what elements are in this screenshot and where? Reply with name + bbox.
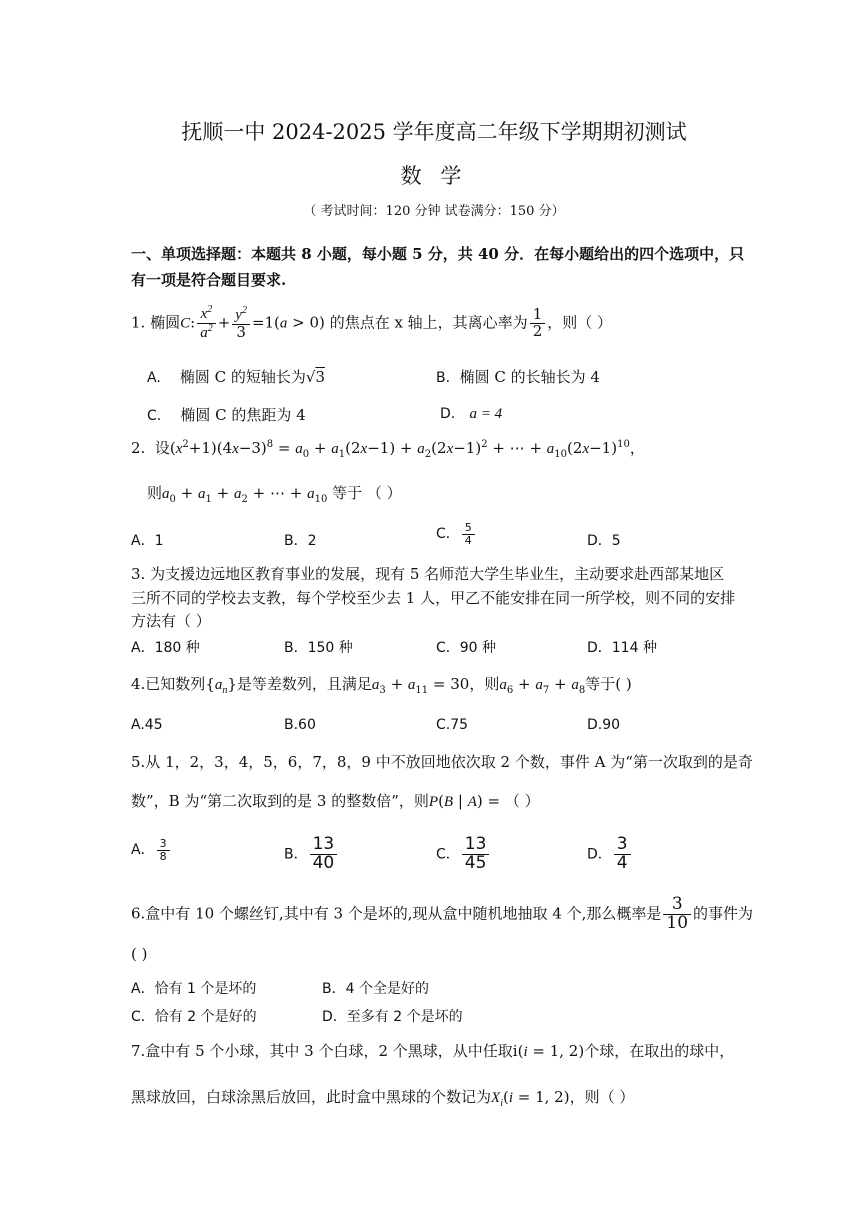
- section-heading-line1: 一、单项选择题：本题共 8 小题，每小题 5 分，共 40 分．在每小题给出的四个选项中，只: [131, 245, 745, 263]
- q1-option-d[interactable]: D. a = 4: [440, 406, 503, 422]
- exam-title: 抚顺一中 2024-2025 学年度高二年级下学期期初测试: [181, 120, 687, 144]
- fraction: $\frac{1}{2}$: [530, 307, 546, 340]
- q2-option-b[interactable]: B．2: [284, 533, 317, 549]
- q3-option-c[interactable]: C．90 种: [436, 640, 497, 656]
- q4-option-b[interactable]: B.60: [284, 717, 316, 733]
- q5-option-b[interactable]: B． $\frac{13}{40}$: [284, 836, 339, 873]
- question-5-line2: 数”，B 为“第二次取到的是 3 的整数倍”，则P(B | A) = （ ）: [131, 792, 540, 810]
- question-3-line1: 3. 为支援边远地区教育事业的发展，现有 5 名师范大学生毕业生，主动要求赴西部某地区: [131, 565, 725, 583]
- question-4: 4.已知数列$\{a_n\}$是等差数列，且满足$a_3 + a_{11} = 30$，则$a_6 + a_7 + a_8$等于( ): [131, 675, 632, 696]
- q5-option-a[interactable]: A． $\frac{3}{8}$: [131, 838, 172, 862]
- question-7-line2: 黑球放回，白球涂黑后放回，此时盒中黑球的个数记为$X_i(i = 1$, 2)，则（ ）: [131, 1088, 635, 1109]
- q5-option-c[interactable]: C． $\frac{13}{45}$: [436, 836, 491, 873]
- q2-option-d[interactable]: D．5: [587, 533, 621, 549]
- q6-option-b[interactable]: B．4 个全是好的: [322, 981, 429, 997]
- question-6-paren: ( ): [131, 945, 148, 963]
- question-6: 6.盒中有 10 个螺丝钉,其中有 3 个是坏的,现从盒中随机地抽取 4 个,那么概率是 $\frac{3}{10}$ 的事件为: [131, 894, 754, 933]
- question-7-line1: 7.盒中有 5 个小球，其中 3 个白球，2 个黑球，从中任取i(i = 1, 2)个球，在取出的球中，: [131, 1042, 735, 1060]
- question-number: 1.: [131, 313, 146, 332]
- q2-option-c[interactable]: C． $\frac{5}{4}$: [436, 522, 477, 546]
- q6-option-c[interactable]: C．恰有 2 个是好的: [131, 1009, 257, 1025]
- q4-option-a[interactable]: A.45: [131, 717, 163, 733]
- fraction: $\frac{x^2}{a^2}$: [197, 305, 216, 342]
- q1-option-a[interactable]: A. 椭圆 C 的短轴长为√3: [147, 368, 325, 386]
- question-2-line2: 则$a_0 + a_1 + a_2$ + ⋯ + $a_{10}$ 等于 （ ）: [147, 484, 402, 505]
- q3-option-d[interactable]: D．114 种: [587, 640, 657, 656]
- exam-info: （ 考试时间：120 分钟 试卷满分：150 分）: [303, 204, 565, 219]
- q3-option-b[interactable]: B．150 种: [284, 640, 353, 656]
- question-2: 2. 设$(x^2+1)(4x-3)^8 = a_0 + a_1(2x-1) + a_2(2x-1)^2$ + ⋯ + $a_{10}(2x-1)^{10}$，: [131, 439, 645, 460]
- ellipse-equation: C: [180, 315, 191, 332]
- exam-subject: 数 学: [400, 164, 468, 188]
- question-3-line3: 方法有（ ）: [131, 612, 211, 630]
- question-5-line1: 5.从 1，2，3，4，5，6，7，8，9 中不放回地依次取 2 个数，事件 A 为“第一次取到的是奇: [131, 753, 753, 771]
- q6-option-d[interactable]: D．至多有 2 个是坏的: [322, 1009, 463, 1025]
- section-heading-line2: 有一项是符合题目要求.: [131, 271, 287, 289]
- q1-option-c[interactable]: C. 椭圆 C 的焦距为 4: [147, 406, 306, 424]
- q4-option-d[interactable]: D.90: [587, 717, 621, 733]
- fraction: $\frac{y^2}{3}$: [232, 306, 250, 341]
- question-3-line2: 三所不同的学校去支教，每个学校至少去 1 人，甲乙不能安排在同一所学校，则不同的安排: [131, 589, 736, 607]
- q3-option-a[interactable]: A．180 种: [131, 640, 200, 656]
- q4-option-c[interactable]: C.75: [436, 717, 469, 733]
- q6-option-a[interactable]: A．恰有 1 个是坏的: [131, 981, 257, 997]
- q1-option-b[interactable]: B. 椭圆 C 的长轴长为 4: [436, 368, 600, 386]
- q2-option-a[interactable]: A．1: [131, 533, 164, 549]
- q5-option-d[interactable]: D． $\frac{3}{4}$: [587, 836, 633, 873]
- question-1: 1. 椭圆C: $\frac{x^2}{a^2}$ + $\frac{y^2}{3}$ =1(a > 0) 的焦点在 x 轴上，其离心率为 $\frac{1}{2}$ ，则（ ）: [131, 304, 613, 341]
